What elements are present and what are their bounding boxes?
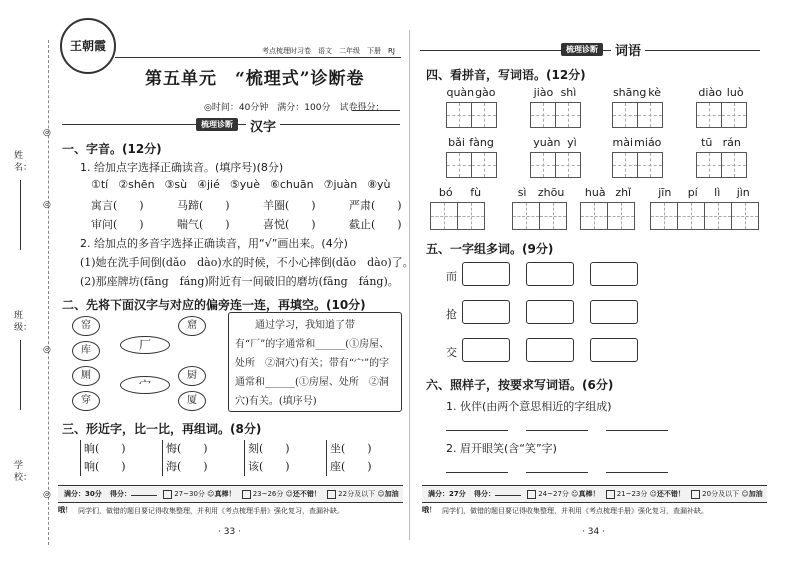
writing-grid-cell[interactable]: [446, 152, 472, 178]
option-comment: 还不错！: [292, 490, 321, 498]
pinyin-syllable: sì: [517, 186, 527, 199]
radical-oval[interactable]: 厂: [120, 336, 170, 354]
pinyin-syllable: diào: [698, 86, 722, 99]
header-rule: [115, 57, 401, 58]
pinyin-syllable: lì: [714, 186, 721, 199]
q5-char: 交: [446, 346, 457, 359]
option-range: 24~27分: [538, 490, 569, 498]
q1-row: [91, 197, 402, 213]
checkbox[interactable]: [242, 490, 251, 499]
pinyin-syllable: mài: [612, 136, 634, 149]
option-comment: 加油哦！: [58, 490, 399, 514]
class-line[interactable]: [20, 340, 21, 410]
pair-item[interactable]: 海( ): [166, 460, 208, 473]
writing-grid-cell[interactable]: [446, 102, 472, 128]
q6-item2: 2. 眉开眼笑(含“笑”字): [446, 442, 557, 455]
writing-grid-cell[interactable]: [612, 152, 638, 178]
thumb-icon: ☺: [207, 490, 215, 498]
pinyin: [696, 136, 746, 149]
char-oval[interactable]: 厨: [178, 366, 206, 386]
answer-line[interactable]: [606, 430, 668, 431]
pinyin-syllable: luò: [726, 86, 744, 99]
q1-line1: (1)她在洗手间倒(dǎo dào)水的时候，不小心摔倒(dǎo dào)了。: [80, 256, 414, 269]
pinyin-syllable: shāng: [612, 86, 647, 99]
footer-note: 同学们，做错的题目要记得收集整理，并利用《考点梳理手册》强化复习，查漏补缺。: [442, 507, 708, 515]
section-title: 词语: [611, 40, 645, 59]
pinyin-syllable: jìn: [736, 186, 750, 199]
footer-note: 同学们，做错的题目要记得收集整理，并利用《考点梳理手册》强化复习，查漏补缺。: [78, 507, 344, 515]
total-score-field[interactable]: [352, 110, 400, 111]
brand-logo: [60, 18, 116, 74]
option-range: 27~30分: [174, 490, 205, 498]
radical-oval[interactable]: 宀: [120, 376, 170, 394]
option: ③sù: [164, 178, 188, 191]
char-oval[interactable]: 厕: [72, 366, 100, 386]
q1-sub2: 2. 给加点的多音字选择正确读音，用“√”画出来。(4分): [80, 237, 348, 250]
margin-circle-icon: ◎: [43, 345, 51, 355]
pinyin: [580, 186, 636, 199]
q4-title: 四、看拼音，写词语。(12分): [426, 68, 586, 82]
pinyin-syllable: zhōu: [537, 186, 565, 199]
answer-item[interactable]: 喘气( ): [177, 218, 230, 231]
option-comment: 真棒！: [214, 490, 236, 498]
pinyin-syllable: quàn: [446, 86, 475, 99]
option: ⑤yuè: [229, 178, 260, 191]
pinyin: [612, 86, 662, 99]
pinyin-syllable: kè: [648, 86, 662, 99]
word-box[interactable]: [590, 300, 638, 324]
word-box[interactable]: [462, 338, 510, 362]
writing-grid-cell[interactable]: [696, 152, 722, 178]
answer-line[interactable]: [446, 472, 508, 473]
char-oval[interactable]: 窑: [72, 316, 100, 336]
section-tag: 梳理诊断: [196, 118, 238, 131]
margin-circle-icon: ◎: [43, 490, 51, 500]
checkbox[interactable]: [163, 490, 172, 499]
answer-line[interactable]: [606, 472, 668, 473]
pair-group: [326, 440, 372, 476]
time-info: ◎时间：40分钟 满分：100分 试卷得分：: [204, 103, 385, 113]
binding-line: [48, 40, 49, 545]
thumb-icon: ☺: [741, 490, 749, 498]
option: ①tí: [91, 178, 109, 191]
pair-group: [80, 440, 126, 476]
full-score: 满分：30分: [64, 490, 102, 498]
fill-text[interactable]: 通过学习，我知道了带有“厂”的字通常和______(①房屋、处所 ②洞穴)有关；带有“宀”的字通常和______(①房屋、处所 ②洞穴)有关。(填序号): [235, 320, 390, 407]
option-range: 22分及以下: [338, 490, 376, 498]
writing-grid-cell[interactable]: [637, 102, 663, 128]
pinyin: [650, 186, 758, 199]
writing-grid-cell[interactable]: [612, 102, 638, 128]
pinyin-syllable: rán: [722, 136, 741, 149]
pinyin: [530, 136, 580, 149]
writing-grid-cell[interactable]: [471, 152, 497, 178]
pinyin: [446, 86, 496, 99]
pair-item[interactable]: 响( ): [84, 460, 126, 473]
q1-line2: (2)那座牌坊(fāng fáng)附近有一间破旧的磨坊(fāng fáng)。: [80, 275, 399, 288]
option: ④jié: [197, 178, 220, 191]
answer-line[interactable]: [446, 430, 508, 431]
score-field[interactable]: [495, 487, 521, 496]
class-label: 班级：: [14, 311, 33, 333]
option-comment: 还不错！: [656, 490, 685, 498]
q2-title: 二、先将下面汉字与对应的偏旁连一连，再填空。(10分): [62, 298, 366, 312]
pair-item[interactable]: 坐( ): [330, 442, 372, 455]
writing-grid-cell[interactable]: [637, 152, 663, 178]
writing-grid-cell[interactable]: [471, 102, 497, 128]
answer-item[interactable]: 喜悦( ): [263, 218, 316, 231]
pinyin-syllable: gào: [475, 86, 496, 99]
option-range: 21~23分: [616, 490, 648, 498]
writing-grid-cell[interactable]: [539, 202, 567, 230]
score-label: 得分：: [473, 490, 495, 498]
pinyin: [696, 86, 746, 99]
thumb-icon: ☺: [649, 490, 657, 498]
page-number: · 34 ·: [582, 527, 605, 537]
checkbox[interactable]: [327, 490, 336, 499]
word-box[interactable]: [526, 338, 574, 362]
char-oval[interactable]: 穿: [72, 391, 100, 411]
answer-item[interactable]: 审问( ): [91, 218, 144, 231]
writing-grid-cell[interactable]: [721, 102, 747, 128]
score-label: 得分：: [109, 490, 131, 498]
word-box[interactable]: [526, 262, 574, 286]
char-oval[interactable]: 窟: [178, 316, 206, 336]
answer-item[interactable]: 严肃( ): [349, 199, 402, 212]
pinyin: [512, 186, 570, 199]
q5-title: 五、一字组多词。(9分): [426, 242, 554, 256]
pair-item[interactable]: 悔( ): [166, 442, 208, 455]
char-oval[interactable]: 厦: [178, 391, 206, 411]
writing-grid-cell[interactable]: [555, 102, 581, 128]
pinyin-syllable: yì: [567, 136, 577, 149]
page-title: 第五单元 “梳理式”诊断卷: [145, 69, 365, 89]
pinyin-syllable: yuàn: [533, 136, 561, 149]
q1-title: 一、字音。(12分): [62, 142, 162, 156]
word-box[interactable]: [462, 262, 510, 286]
word-box[interactable]: [526, 300, 574, 324]
option-range: 23~26分: [252, 490, 284, 498]
pair-item[interactable]: 刻( ): [248, 442, 290, 455]
q3-title: 三、形近字，比一比，再组词。(8分): [62, 422, 262, 436]
answer-item[interactable]: 羊圈( ): [263, 199, 316, 212]
word-box[interactable]: [462, 300, 510, 324]
q5-char: 抢: [446, 308, 457, 321]
margin-circle-icon: ◎: [43, 200, 51, 210]
writing-grid-cell[interactable]: [607, 202, 635, 230]
writing-grid-cell[interactable]: [530, 102, 556, 128]
q1-row: [91, 216, 402, 232]
section-tag: 梳理诊断: [561, 43, 603, 56]
answer-line[interactable]: [526, 430, 588, 431]
writing-grid-cell[interactable]: [555, 152, 581, 178]
writing-grid-cell[interactable]: [457, 202, 485, 230]
option-range: 20分及以下: [702, 490, 740, 498]
page-number: · 33 ·: [218, 527, 241, 537]
writing-grid-cell[interactable]: [430, 202, 458, 230]
pinyin: [446, 136, 496, 149]
score-field[interactable]: [131, 487, 157, 496]
logo-text: 王朝霞: [69, 39, 106, 53]
pinyin: [530, 86, 580, 99]
margin-circle-icon: ◎: [43, 128, 51, 138]
pinyin-syllable: huà: [584, 186, 606, 199]
thumb-icon: ☺: [377, 490, 385, 498]
q6-item1: 1. 伙伴(由两个意思相近的字组成): [446, 400, 612, 413]
answer-item[interactable]: 寓言( ): [91, 199, 144, 212]
writing-grid-cell[interactable]: [696, 102, 722, 128]
checkbox[interactable]: [606, 490, 615, 499]
q6-title: 六、照样子，按要求写词语。(6分): [426, 378, 614, 392]
pinyin-syllable: tū: [701, 136, 713, 149]
pinyin-syllable: fù: [470, 186, 482, 199]
checkbox[interactable]: [527, 490, 536, 499]
writing-grid-cell[interactable]: [721, 152, 747, 178]
option: ⑧yù: [367, 178, 391, 191]
option-comment: 真棒！: [578, 490, 600, 498]
pinyin-syllable: shì: [560, 86, 577, 99]
option: ⑦juàn: [323, 178, 358, 191]
pair-item[interactable]: 该( ): [248, 460, 290, 473]
thumb-icon: ☺: [285, 490, 293, 498]
pinyin: [430, 186, 490, 199]
section-title: 汉字: [246, 116, 280, 135]
writing-grid-cell[interactable]: [731, 202, 759, 230]
writing-grid-cell[interactable]: [580, 202, 608, 230]
pinyin-syllable: bó: [438, 186, 453, 199]
option: ⑥chuān: [270, 178, 314, 191]
thumb-icon: ☺: [571, 490, 579, 498]
pair-group: [244, 440, 290, 476]
writing-grid-cell[interactable]: [704, 202, 732, 230]
pair-item[interactable]: 座( ): [330, 460, 372, 473]
writing-grid-cell[interactable]: [512, 202, 540, 230]
checkbox[interactable]: [691, 490, 700, 499]
pinyin-syllable: zhǐ: [615, 186, 632, 199]
char-oval[interactable]: 库: [72, 341, 100, 361]
q1-sub1: 1. 给加点字选择正确读音。(填序号)(8分): [80, 161, 284, 174]
pinyin-syllable: jiào: [533, 86, 554, 99]
pinyin-syllable: pí: [687, 186, 698, 199]
pair-item[interactable]: 晌( ): [84, 442, 126, 455]
name-label: 姓名：: [14, 151, 33, 173]
page-divider: [409, 30, 410, 540]
q5-char: 而: [446, 270, 457, 283]
answer-line[interactable]: [526, 472, 588, 473]
school-label: 学校：: [14, 461, 33, 483]
fill-box: [228, 312, 402, 412]
word-box[interactable]: [590, 338, 638, 362]
writing-grid-cell[interactable]: [677, 202, 705, 230]
name-line[interactable]: [20, 180, 21, 250]
header-info: 考点梳理时习卷 语文 二年级 下册 RJ: [262, 47, 395, 55]
pinyin: [612, 136, 662, 149]
word-box[interactable]: [590, 262, 638, 286]
q1-options: [91, 178, 391, 191]
pair-group: [162, 440, 208, 476]
writing-grid-cell[interactable]: [650, 202, 678, 230]
full-score: 满分：27分: [428, 490, 466, 498]
pinyin-syllable: miáo: [634, 136, 662, 149]
option-comment: 加油哦！: [422, 490, 763, 514]
answer-item[interactable]: 马蹄( ): [177, 199, 230, 212]
option: ②shēn: [118, 178, 155, 191]
answer-item[interactable]: 截止( ): [349, 218, 402, 231]
pinyin-syllable: bǎi: [448, 136, 465, 149]
pinyin-syllable: fàng: [469, 136, 494, 149]
pinyin-syllable: jīn: [658, 186, 672, 199]
writing-grid-cell[interactable]: [530, 152, 556, 178]
